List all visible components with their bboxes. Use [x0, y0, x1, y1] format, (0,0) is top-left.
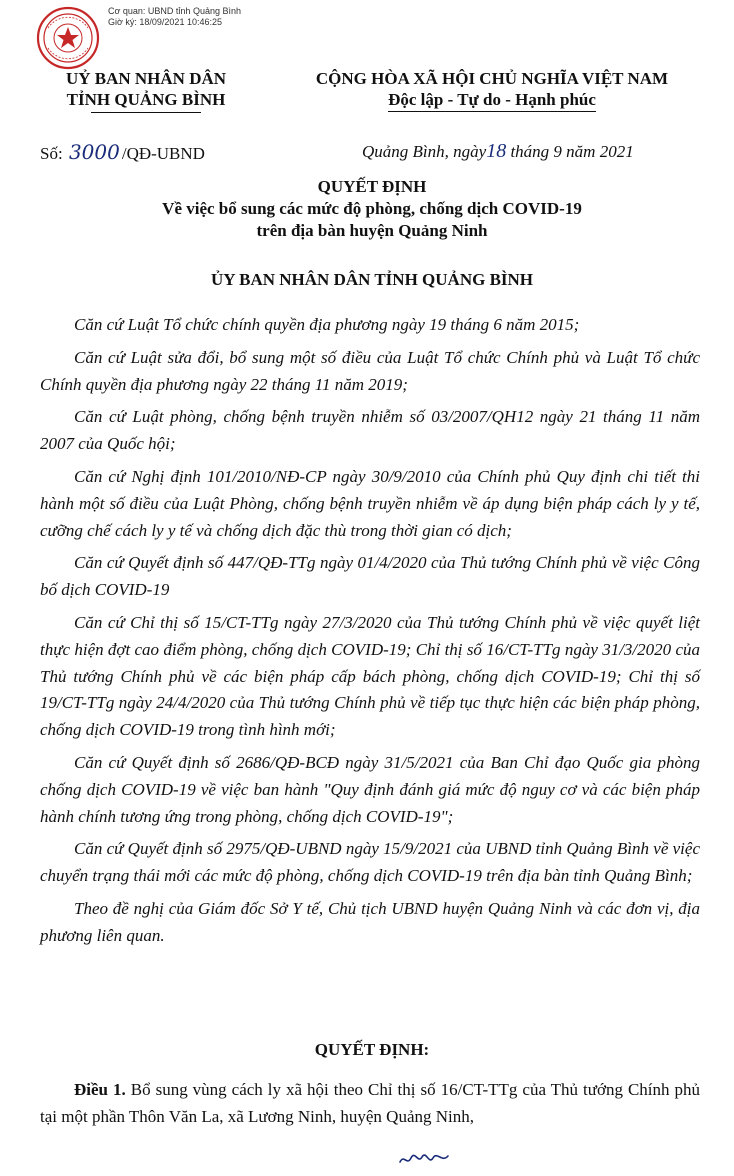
- preamble: [40, 312, 700, 956]
- document-title: [40, 176, 704, 242]
- signature-time: Giờ ký: 18/09/2021 10:46:25: [108, 17, 222, 27]
- preamble-item: Căn cứ Quyết định số 447/QĐ-TTg ngày 01/4/2020 của Thủ tướng Chính phủ về việc Công bố dịch COVID-19: [40, 553, 700, 600]
- preamble-item: Căn cứ Luật Tổ chức chính quyền địa phương ngày 19 tháng 6 năm 2015;: [74, 315, 580, 334]
- date-rest: tháng 9 năm 2021: [510, 142, 634, 161]
- article-1-label: Điều 1.: [74, 1080, 126, 1099]
- red-seal-icon: [36, 6, 100, 70]
- article-1: [40, 1076, 700, 1130]
- preamble-item: Căn cứ Luật phòng, chống bệnh truyền nhiễm số 03/2007/QH12 ngày 21 tháng 11 năm 2007 của Quốc hội;: [40, 407, 700, 454]
- issuer-line-1: UỶ BAN NHÂN DÂN: [65, 69, 227, 88]
- title-subject-2: trên địa bàn huyện Quảng Ninh: [256, 221, 488, 240]
- national-header: [262, 68, 722, 112]
- decision-authority: ỦY BAN NHÂN DÂN TỈNH QUẢNG BÌNH: [210, 270, 534, 289]
- issuer-line-2: TỈNH QUẢNG BÌNH: [66, 90, 226, 109]
- title-subject-1: Về việc bổ sung các mức độ phòng, chống dịch COVID-19: [162, 199, 582, 218]
- preamble-item: Căn cứ Quyết định số 2975/QĐ-UBND ngày 15/9/2021 của UBND tỉnh Quảng Bình về việc chuyển trạng thái mới các mức độ phòng, chống dịch COVID-19 trên địa bàn tỉnh Quảng Bình;: [40, 839, 700, 886]
- decision-heading: QUYẾT ĐỊNH:: [314, 1040, 430, 1059]
- digital-signature-info: [108, 6, 241, 28]
- date-day-handwritten: 18: [486, 140, 507, 162]
- preamble-item: Theo đề nghị của Giám đốc Sở Y tế, Chủ tịch UBND huyện Quảng Ninh và các đơn vị, địa phương liên quan.: [40, 898, 700, 945]
- preamble-item: Căn cứ Luật sửa đổi, bổ sung một số điều của Luật Tổ chức Chính phủ và Luật Tổ chức Chính quyền địa phương ngày 22 tháng 11 năm 2019;: [40, 347, 700, 394]
- document-number: [40, 140, 205, 164]
- doc-number-prefix: Số:: [40, 144, 63, 163]
- country-name: CỘNG HÒA XÃ HỘI CHỦ NGHĨA VIỆT NAM: [315, 69, 669, 88]
- article-1-text: Bổ sung vùng cách ly xã hội theo Chỉ thị số 16/CT-TTg của Thủ tướng Chính phủ tại một phần Thôn Văn La, xã Lương Ninh, huyện Quảng Ninh,: [40, 1080, 701, 1126]
- issuing-authority-header: [36, 68, 256, 113]
- issuer-underline: [91, 112, 201, 113]
- handwritten-initials-icon: [398, 1148, 450, 1170]
- title-type: QUYẾT ĐỊNH: [317, 177, 427, 196]
- national-motto: Độc lập - Tự do - Hạnh phúc: [388, 89, 596, 112]
- preamble-item: Căn cứ Quyết định số 2686/QĐ-BCĐ ngày 31/5/2021 của Ban Chỉ đạo Quốc gia phòng chống dịch COVID-19 về việc ban hành "Quy định đánh giá mức độ nguy cơ và các biện pháp hành chính tương ứng trong phòng, chống dịch COVID-19";: [40, 752, 700, 826]
- preamble-item: Căn cứ Chỉ thị số 15/CT-TTg ngày 27/3/2020 của Thủ tướng Chính phủ về việc quyết liệt thực hiện đợt cao điểm phòng, chống dịch COVID-19; Chỉ thị số 16/CT-TTg ngày 31/3/2020 của Thủ tướng Chính phủ về các biện pháp cấp bách phòng, chống dịch COVID-19; Chỉ thị số 19/CT-TTg ngày 24/4/2020 của Thủ tướng Chính phủ về tiếp tục thực hiện các biện pháp phòng, chống dịch COVID-19 trong tình hình mới;: [40, 612, 700, 740]
- date-prefix: Quảng Bình, ngày: [362, 142, 487, 161]
- doc-number-handwritten: 3000: [68, 140, 120, 164]
- preamble-item: Căn cứ Nghị định 101/2010/NĐ-CP ngày 30/9/2010 của Chính phủ Quy định chi tiết thi hành một số điều của Luật Phòng, chống bệnh truyền nhiễm về áp dụng biện pháp cách ly y tế, cưỡng chế cách ly y tế và chống dịch đặc thù trong thời gian có dịch;: [40, 466, 700, 540]
- issue-date: [362, 140, 634, 163]
- signature-agency: Cơ quan: UBND tỉnh Quảng Bình: [108, 6, 241, 16]
- doc-number-suffix: /QĐ-UBND: [121, 144, 205, 163]
